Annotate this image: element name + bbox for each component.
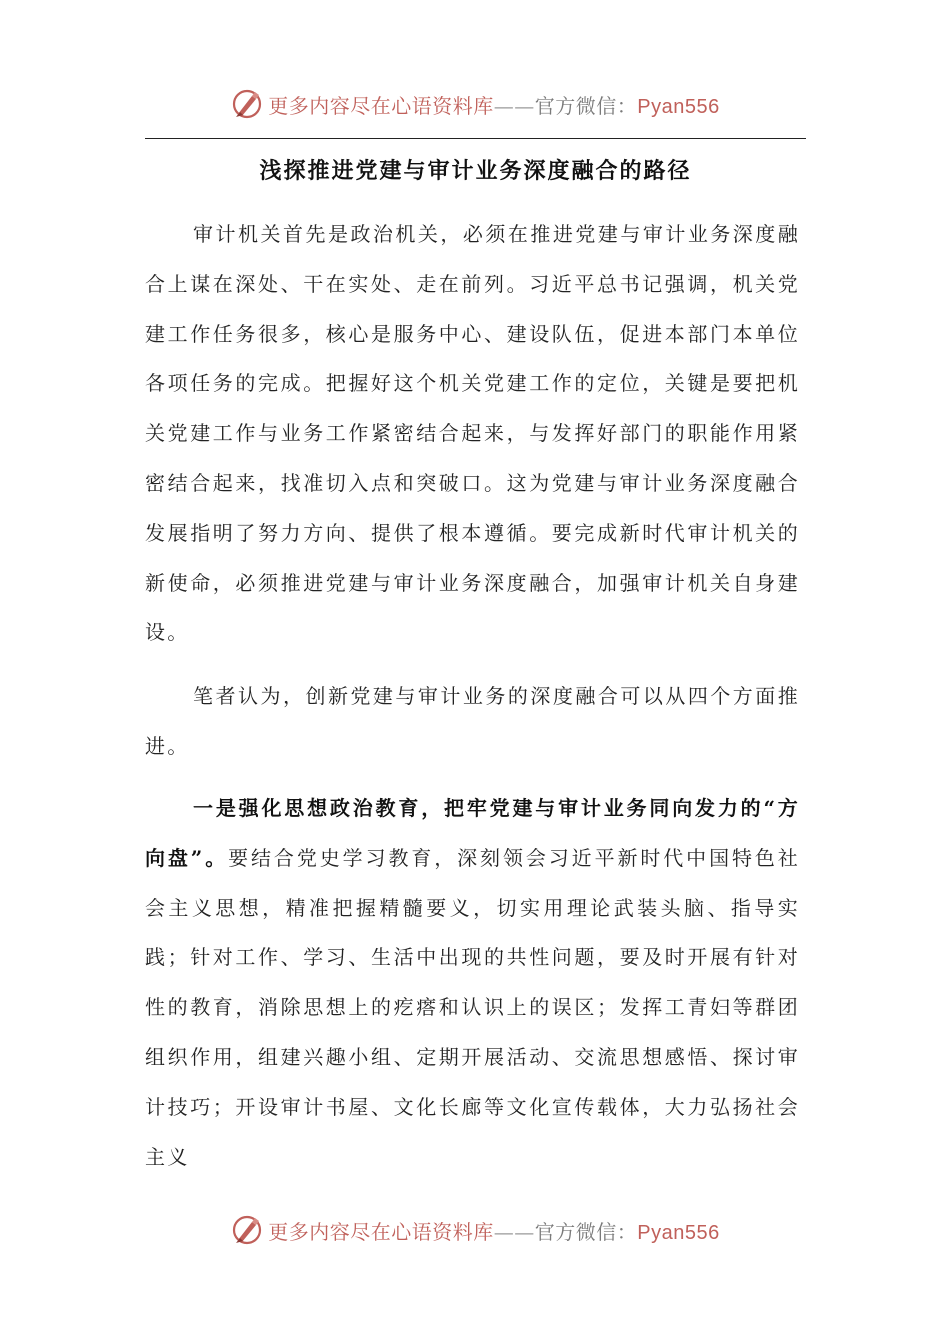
banner-text: 更多内容尽在心语资料库——官方微信：Pyan556 [268,93,720,118]
pen-logo-icon [230,1213,264,1247]
point-one-heading: 一是强化思想政治教育，把牢党建与审计业务同向发力的“方向盘”。 [145,796,800,870]
paragraph-2: 笔者认为，创新党建与审计业务的深度融合可以从四个方面推进。 [145,684,800,758]
banner-text: 更多内容尽在心语资料库——官方微信：Pyan556 [268,1219,720,1244]
paragraph-3 [145,784,800,1182]
document-title: 浅探推进党建与审计业务深度融合的路径 [259,158,692,184]
paragraph-1: 审计机关首先是政治机关，必须在推进党建与审计业务深度融合上谋在深处、干在实处、走在前列。习近平总书记强调，机关党建工作任务很多，核心是服务中心、建设队伍，促进本部门本单位各项任务的完成。把握好这个机关党建工作的定位，关键是要把机关党建工作与业务工作紧密结合起来，与发挥好部门的职能作用紧密结合起来，找准切入点和突破口。这为党建与审计业务深度融合发展指明了努力方向、提供了根本遵循。要完成新时代审计机关的新使命，必须推进党建与审计业务深度融合，加强审计机关自身建设。 [145,222,800,645]
header-divider [145,138,806,139]
footer-banner [0,1210,950,1250]
point-one-body: 要结合党史学习教育，深刻领会习近平新时代中国特色社会主义思想，精准把握精髓要义，切实用理论武装头脑、指导实践；针对工作、学习、生活中出现的共性问题，要及时开展有针对性的教育，消除思想上的疙瘩和认识上的误区；发挥工青妇等群团组织作用，组建兴趣小组、定期开展活动、交流思想感悟、探讨审计技巧；开设审计书屋、文化长廊等文化宣传载体，大力弘扬社会主义 [145,845,800,1169]
pen-logo-icon [230,87,264,121]
header-banner [0,84,950,124]
